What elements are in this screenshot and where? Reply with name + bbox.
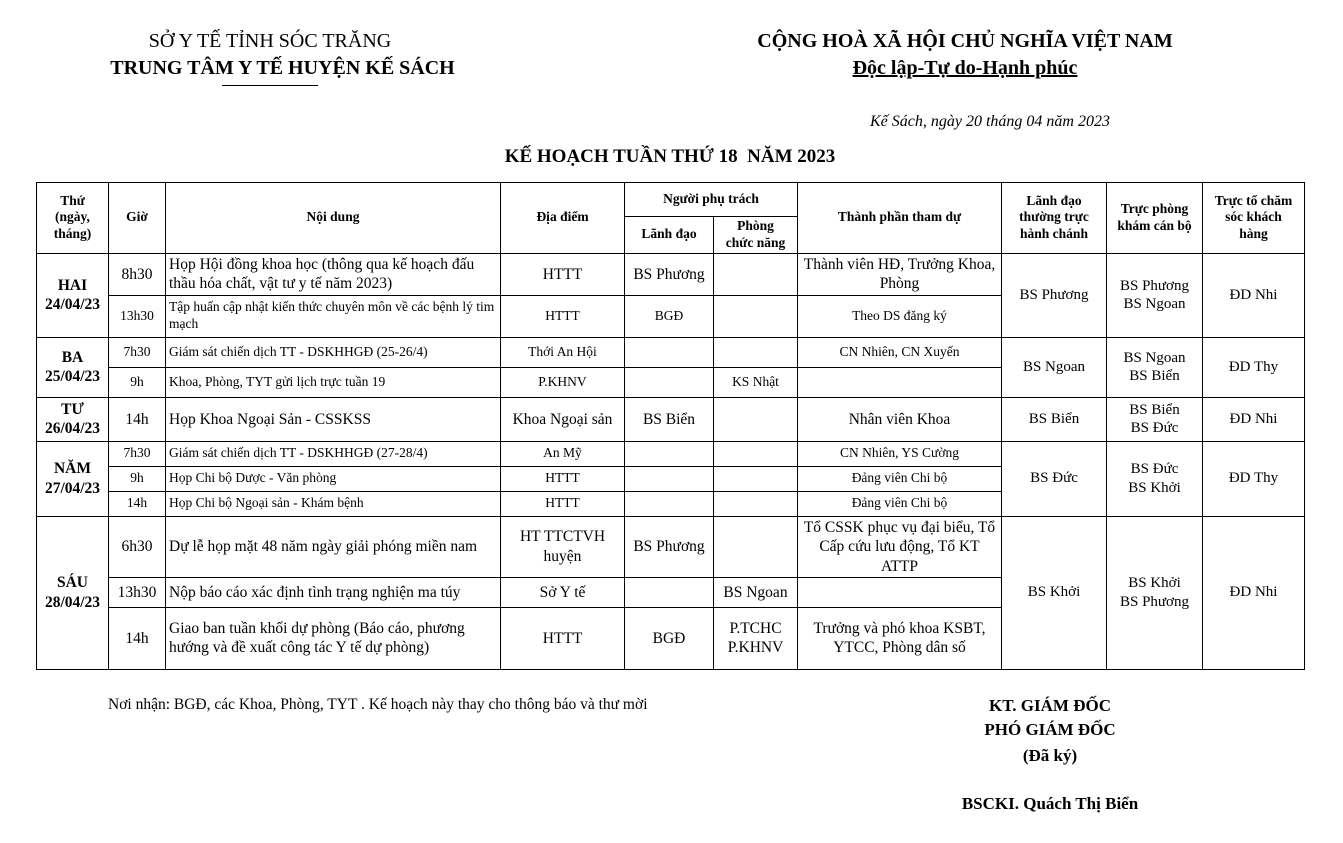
time-cell: 14h [109,397,166,441]
participants-cell: Thành viên HĐ, Trưởng Khoa, Phòng [798,253,1002,295]
participants-cell [798,577,1002,607]
table-row [37,397,1305,441]
col-responsible-header: Người phụ trách [625,183,798,217]
department-cell [714,491,798,516]
location-cell: Thới An Hội [501,337,625,367]
time-cell: 8h30 [109,253,166,295]
table-row [37,516,1305,577]
participants-cell: CN Nhiên, YS Cường [798,441,1002,466]
admin-duty-cell [1002,441,1107,516]
content-cell: Họp Chi bộ Ngoại sản - Khám bệnh [166,491,501,516]
col-participants-header: Thành phần tham dự [798,183,1002,254]
time-cell: 13h30 [109,577,166,607]
admin-duty-name: BS Đức [1030,470,1078,487]
clinic-duty-cell [1107,337,1203,397]
participants-cell: Đảng viên Chi bộ [798,491,1002,516]
care-duty-cell: ĐD Nhi [1203,397,1305,441]
col-care-duty-header: Trực tổ chăm sóc khách hàng [1203,183,1305,254]
location-cell: Sở Y tế [501,577,625,607]
clinic-duty-cell [1107,397,1203,441]
time-cell: 7h30 [109,441,166,466]
center-name: TRUNG TÂM Y TẾ HUYỆN KẾ SÁCH [110,57,455,79]
department-cell [714,441,798,466]
clinic-duty-name: BS Đức [1130,461,1179,477]
day-date: 24/04/23 [44,296,101,314]
clinic-duty-name: BS Khởi [1128,575,1181,592]
clinic-duty-name: BS Ngoan [1123,349,1186,366]
clinic-duty-name: BS Phương [1119,277,1189,294]
admin-duty-cell [1002,397,1107,441]
time-cell: 13h30 [109,295,166,337]
content-cell: Giao ban tuần khối dự phòng (Báo cáo, phương hướng và đề xuất công tác Y tế dự phòng) [166,607,501,669]
admin-duty-name: BS Biển [1028,410,1080,427]
department-cell [714,253,798,295]
location-cell: An Mỹ [501,441,625,466]
document-date: Kế Sách, ngày 20 tháng 04 năm 2023 [870,113,1110,130]
department-cell: P.TCHC P.KHNV [714,607,798,669]
agency-name: SỞ Y TẾ TỈNH SÓC TRĂNG [148,30,392,52]
day-name: HAI [57,276,88,294]
care-duty-cell: ĐD Nhi [1203,253,1305,337]
participants-cell: Theo DS đăng ký [798,295,1002,337]
department-cell: KS Nhật [714,367,798,397]
admin-duty-cell [1002,253,1107,337]
participants-cell: Nhân viên Khoa [798,397,1002,441]
location-cell: HTTT [501,607,625,669]
location-cell: P.KHNV [501,367,625,397]
content-cell: Dự lễ họp mặt 48 năm ngày giải phóng miền nam [166,516,501,577]
participants-cell: CN Nhiên, CN Xuyến [798,337,1002,367]
signer-name: BSCKI. Quách Thị Biển [961,794,1139,813]
day-name: TƯ [61,400,84,418]
content-cell: Giám sát chiến dịch TT - DSKHHGĐ (27-28/4) [166,441,501,466]
recipients-note: Nơi nhận: BGĐ, các Khoa, Phòng, TYT . Kế hoạch này thay cho thông báo và thư mời [108,696,648,713]
clinic-duty-name: BS Khởi [1128,479,1181,496]
participants-cell: Đảng viên Chi bộ [798,466,1002,491]
header-divider [222,85,318,86]
location-cell: HT TTCTVH huyện [501,516,625,577]
col-leader-header: Lãnh đạo [625,217,714,254]
signature-title: KT. GIÁM ĐỐC [989,696,1111,715]
location-cell: HTTT [501,295,625,337]
clinic-duty-name: BS Biển [1129,401,1180,418]
day-date: 27/04/23 [44,479,101,497]
document-title: KẾ HOẠCH TUẦN THỨ 18 NĂM 2023 [504,146,836,167]
content-cell: Họp Chi bộ Dược - Văn phòng [166,466,501,491]
department-cell: BS Ngoan [714,577,798,607]
time-cell: 9h [109,367,166,397]
clinic-duty-name: BS Phương [1119,593,1189,610]
location-cell: HTTT [501,466,625,491]
day-date: 28/04/23 [44,593,101,611]
content-cell: Họp Hội đồng khoa học (thông qua kế hoạch đấu thầu hóa chất, vật tư y tế năm 2023) [166,253,501,295]
day-cell [37,397,109,441]
content-cell: Tập huấn cập nhật kiến thức chuyên môn về các bệnh lý tim mạch [166,295,501,337]
col-department-header: Phòng chức năng [714,217,798,254]
leader-cell: BS Phương [625,516,714,577]
leader-cell: BS Phương [625,253,714,295]
department-cell [714,466,798,491]
department-cell [714,516,798,577]
admin-duty-name: BS Khởi [1027,584,1081,601]
time-cell: 14h [109,491,166,516]
participants-cell [798,367,1002,397]
clinic-duty-cell [1107,253,1203,337]
clinic-duty-name: BS Biển [1129,368,1180,385]
leader-cell [625,441,714,466]
weekly-plan-table [36,182,1305,670]
clinic-duty-cell [1107,441,1203,516]
content-cell: Giám sát chiến dịch TT - DSKHHGĐ (25-26/4) [166,337,501,367]
care-duty-cell: ĐD Thy [1203,337,1305,397]
content-cell: Nộp báo cáo xác định tình trạng nghiện ma túy [166,577,501,607]
department-cell [714,295,798,337]
day-cell [37,253,109,337]
admin-duty-cell [1002,337,1107,397]
col-admin-duty-header: Lãnh đạo thường trực hành chánh [1002,183,1107,254]
day-date: 25/04/23 [44,368,101,386]
col-content-header: Nội dung [166,183,501,254]
content-cell: Khoa, Phòng, TYT gửi lịch trực tuần 19 [166,367,501,397]
day-cell [37,441,109,516]
leader-cell: BS Biển [625,397,714,441]
content-cell: Họp Khoa Ngoại Sản - CSSKSS [166,397,501,441]
admin-duty-cell [1002,516,1107,669]
leader-cell: BGĐ [625,607,714,669]
clinic-duty-name: BS Ngoan [1123,296,1186,313]
col-clinic-duty-header: Trực phòng khám cán bộ [1107,183,1203,254]
department-cell [714,397,798,441]
day-cell [37,516,109,669]
table-row [37,337,1305,367]
leader-cell [625,367,714,397]
signature-status: (Đã ký) [1022,746,1078,765]
col-time-header: Giờ [109,183,166,254]
country-name: CỘNG HOÀ XÃ HỘI CHỦ NGHĨA VIỆT NAM [757,30,1173,52]
leader-cell [625,466,714,491]
leader-cell [625,491,714,516]
time-cell: 6h30 [109,516,166,577]
department-cell [714,337,798,367]
leader-cell [625,337,714,367]
leader-cell [625,577,714,607]
location-cell: HTTT [501,491,625,516]
day-cell [37,337,109,397]
clinic-duty-name: BS Đức [1130,420,1179,437]
care-duty-cell: ĐD Nhi [1203,516,1305,669]
location-cell: Khoa Ngoại sản [501,397,625,441]
participants-cell: Tổ CSSK phục vụ đại biểu, Tổ Cấp cứu lưu động, Tổ KT ATTP [798,516,1002,577]
day-name: NĂM [53,460,92,478]
col-location-header: Địa điểm [501,183,625,254]
table-row [37,441,1305,466]
location-cell: HTTT [501,253,625,295]
table-row [37,253,1305,295]
clinic-duty-cell [1107,516,1203,669]
day-name: SÁU [56,574,88,592]
col-day-header: Thứ (ngày, tháng) [37,183,109,254]
motto: Độc lập-Tự do-Hạnh phúc [852,57,1078,79]
time-cell: 7h30 [109,337,166,367]
signature-position: PHÓ GIÁM ĐỐC [984,720,1116,739]
participants-cell: Trưởng và phó khoa KSBT, YTCC, Phòng dân số [798,607,1002,669]
time-cell: 9h [109,466,166,491]
leader-cell: BGĐ [625,295,714,337]
care-duty-cell: ĐD Thy [1203,441,1305,516]
admin-duty-name: BS Ngoan [1022,358,1086,375]
time-cell: 14h [109,607,166,669]
day-date: 26/04/23 [44,420,101,438]
admin-duty-name: BS Phương [1019,286,1089,303]
day-name: BA [61,348,84,366]
